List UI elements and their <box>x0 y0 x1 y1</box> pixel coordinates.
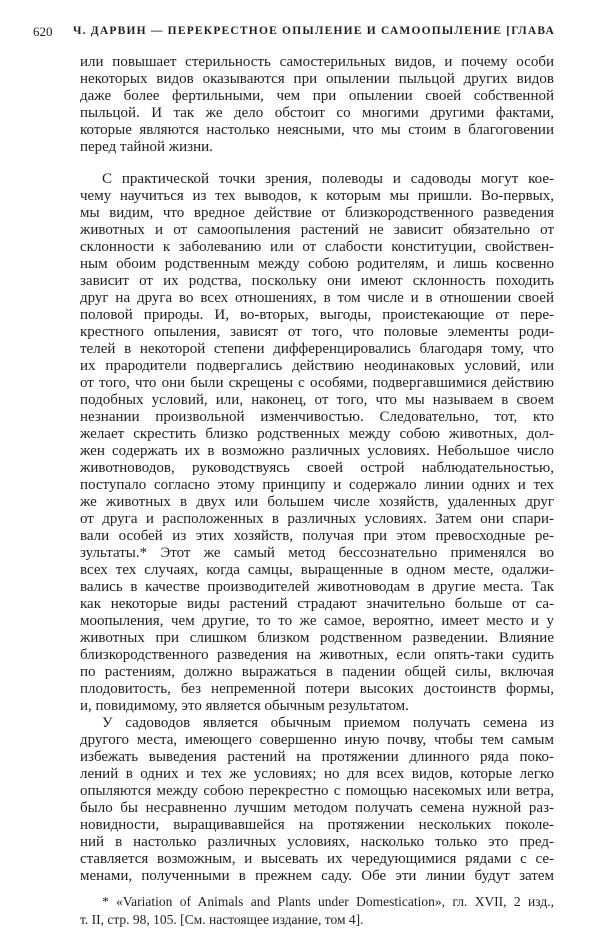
text-line: жен содержать их в возможно различных условиях. Небольшое число <box>80 443 554 459</box>
text-line: было бы несравненно лучшим методом получать семена нужной раз- <box>80 800 554 816</box>
paragraph-gap <box>80 156 554 171</box>
text-line: вали особей из этих хозяйств, получая при этом превосходные ре- <box>80 528 554 544</box>
text-line: подобных условий, или, наконец, от того, что мы называем в своем <box>80 392 554 408</box>
text-line: животных при слишком близком родственном разведении. Влияние <box>80 630 554 646</box>
text-line: или повышает стерильность самостерильных видов, и почему особи <box>80 54 554 70</box>
text-line: перед тайной жизни. <box>80 139 213 155</box>
text-line: опыляются между собою перекрестно с помощью насекомых или ветра, <box>80 783 554 799</box>
text-line: У садоводов является обычным приемом получать семена из <box>102 715 554 731</box>
text-line: близкородственного разведения на животных, если опять-таки судить <box>80 647 554 663</box>
page-number: 620 <box>33 24 53 39</box>
footnote-line: * «Variation of Animals and Plants under Domestication», гл. XVII, 2 изд., <box>102 894 554 909</box>
text-line: С практической точки зрения, полеводы и садоводы могут кое- <box>102 171 554 187</box>
text-line: вались в качестве производителей животноводам в другие места. Так <box>80 579 554 595</box>
text-line: телей в некоторой степени дифференцировались благодаря тому, что <box>80 341 554 357</box>
text-line: ний в настолько различных условиях, насколько только это пред- <box>80 834 554 850</box>
text-line: как некоторые виды растений страдают значительно больше от са- <box>80 596 554 612</box>
text-line: незнании произвольной изменчивостью. Следовательно, тот, кто <box>80 409 554 425</box>
text-line: другого места, имеющего совершенно иную почву, чтобы тем самым <box>80 732 554 748</box>
text-line: же животных в двух или большем числе хозяйств, удаленных друг <box>80 494 554 510</box>
text-line: менами, полученными в прежнем саду. Обе эти линии будут затем <box>80 868 554 884</box>
footnote-line: т. II, стр. 98, 105. [См. настоящее издание, том 4]. <box>80 912 364 927</box>
text-line: поступало согласно этому принципу и содержало линии одних и тех <box>80 477 554 493</box>
text-line: половой природы. И, во-вторых, выгоды, проистекающие от пере- <box>80 307 554 323</box>
text-line: всех тех случаях, когда самцы, выращенные в одном месте, одалжи- <box>80 562 554 578</box>
text-line: животноводов, руководствуясь своей острой наблюдательностью, <box>80 460 554 476</box>
text-line: мы видим, что вредное действие от близкородственного разведения <box>80 205 554 221</box>
text-line: новидности, выращивавшейся на протяжении нескольких поколе- <box>80 817 554 833</box>
text-line: ставляется возможным, и высевать их чередующимися рядами с се- <box>80 851 554 867</box>
text-line: крестного опыления, зависят от того, что половые элементы роди- <box>80 324 554 340</box>
text-line: лений в одних и тех же условиях; но для всех видов, которые легко <box>80 766 554 782</box>
text-line: моопыления, чем другие, то то же самое, вероятно, имеет место и у <box>80 613 554 629</box>
text-line: желает скрестить близко родственных между собою животных, дол- <box>80 426 554 442</box>
page-header <box>33 24 555 42</box>
footnote <box>80 893 554 929</box>
text-line: пыльцой. И так же дело обстоит со многими другими фактами, <box>80 105 554 121</box>
text-line: зультаты.* Этот же самый метод бессознательно применялся во <box>80 545 554 561</box>
body-text <box>80 54 554 885</box>
text-line: чему научиться из тех выводов, к которым мы пришли. Во-первых, <box>80 188 554 204</box>
text-line: зависит от их родства, поскольку они имеют склонность походить <box>80 273 554 289</box>
paragraph <box>80 54 554 156</box>
running-title: Ч. ДАРВИН — ПЕРЕКРЕСТНОЕ ОПЫЛЕНИЕ И САМООПЫЛЕНИЕ [ГЛАВА <box>73 25 555 37</box>
text-line: по растениям, должно выражаться в падении общей силы, включая <box>80 664 554 680</box>
text-line: которые являются настолько неясными, что мы стоим в благоговении <box>80 122 554 138</box>
text-line: животных и от самоопыления растений не зависит обязательно от <box>80 222 554 238</box>
text-line: избежать выведения растений на протяжении длинного ряда поко- <box>80 749 554 765</box>
text-line: от того, что они были скрещены с особями, подвергавшимися действию <box>80 375 554 391</box>
text-line: даже более фертильными, чем при опылении своей собственной <box>80 88 554 104</box>
text-line: склонности к заболеванию или от слабости конституции, свойствен- <box>80 239 554 255</box>
text-line: ным обоим родственным между собою родителям, и лишь косвенно <box>80 256 554 272</box>
text-line: друг на друга во всех отношениях, в том числе и в отношении своей <box>80 290 554 306</box>
text-line: некоторых видов оказываются при опылении пыльцой других видов <box>80 71 554 87</box>
paragraph <box>80 715 554 885</box>
paragraph <box>80 171 554 715</box>
text-line: их прародители подвергались действию неодинаковых условий, или <box>80 358 554 374</box>
text-line: и, повидимому, это является обычным результатом. <box>80 698 409 714</box>
text-line: от друга и расположенных в различных условиях. Затем они спари- <box>80 511 554 527</box>
text-line: плодовитость, без непременной потери высоких достоинств формы, <box>80 681 554 697</box>
